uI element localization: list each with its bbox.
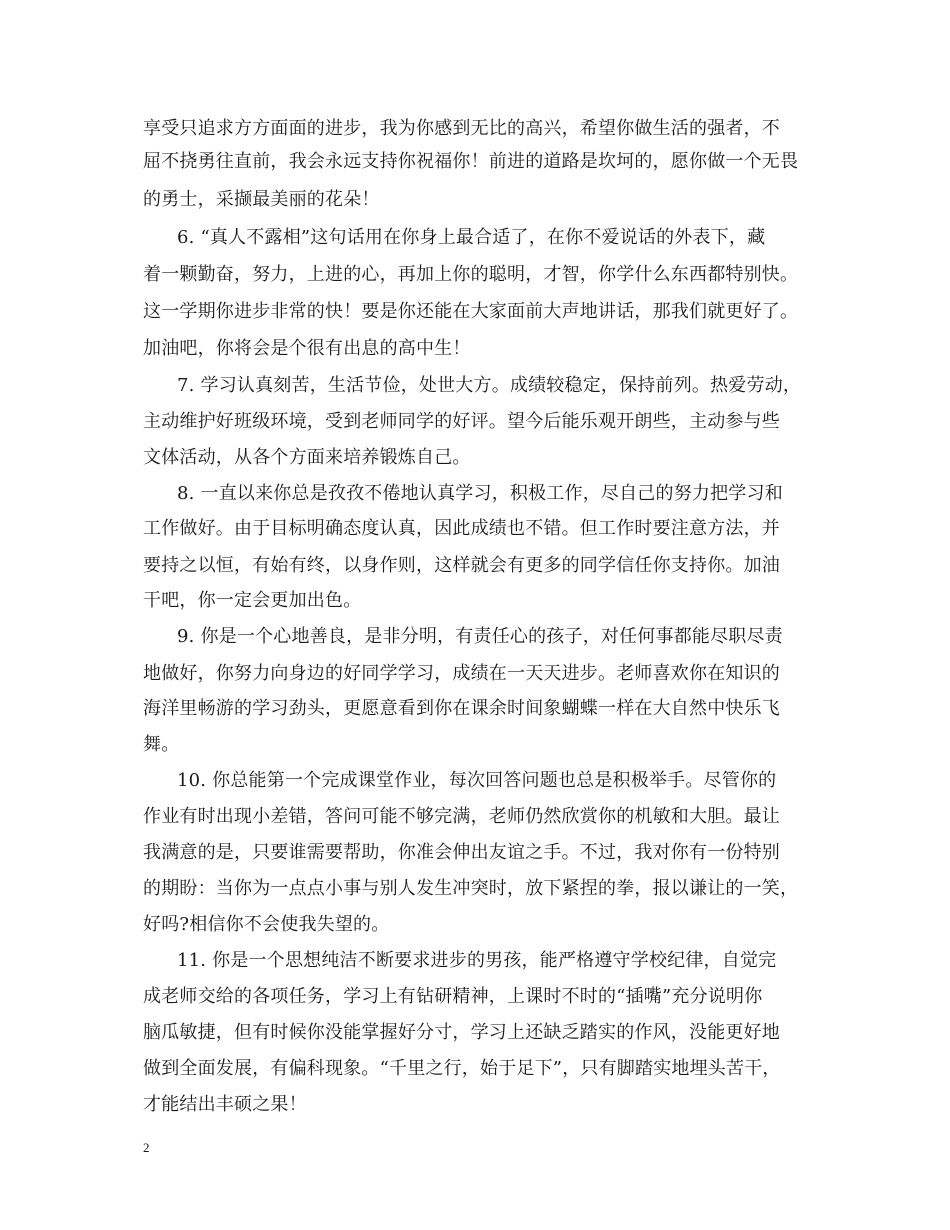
- paragraph-11-start: 11. 你是一个思想纯洁不断要求进步的男孩，能严格遵守学校纪律，自觉完: [177, 950, 777, 971]
- text-line: 舞。: [143, 734, 180, 755]
- text-line: 我满意的是，只要谁需要帮助，你准会伸出友谊之手。不过，我对你有一份特别: [143, 842, 780, 863]
- text-line: 文体活动，从各个方面来培养锻炼自己。: [143, 447, 471, 468]
- text-line: 才能结出丰硕之果！: [143, 1094, 307, 1115]
- page-number: 2: [143, 1140, 150, 1155]
- text-line: 工作做好。由于目标明确态度认真，因此成绩也不错。但工作时要注意方法，并: [143, 518, 780, 539]
- text-line: 加油吧，你将会是个很有出息的高中生！: [143, 338, 471, 359]
- paragraph-8-start: 8. 一直以来你总是孜孜不倦地认真学习，积极工作，尽自己的努力把学习和: [177, 483, 783, 504]
- paragraph-7-start: 7. 学习认真刻苦，生活节俭，处世大方。成绩较稳定，保持前列。热爱劳动，: [177, 375, 802, 396]
- text-line: 的期盼：当你为一点点小事与别人发生冲突时，放下紧捏的拳，报以谦让的一笑，: [143, 878, 799, 899]
- text-line: 的勇士，采撷最美丽的花朵！: [143, 189, 380, 210]
- text-line: 地做好，你努力向身边的好同学学习，成绩在一天天进步。老师喜欢你在知识的: [143, 663, 780, 684]
- text-line: 做到全面发展，有偏科现象。“千里之行，始于足下”，只有脚踏实地埋头苦干，: [143, 1058, 781, 1079]
- text-line: 干吧，你一定会更加出色。: [143, 590, 362, 611]
- paragraph-6-start: 6. “真人不露相”这句话用在你身上最合适了，在你不爱说话的外表下，藏: [177, 227, 766, 248]
- paragraph-10-start: 10. 你总能第一个完成课堂作业，每次回答问题也总是积极举手。尽管你的: [177, 770, 777, 791]
- text-line: 屈不挠勇往直前，我会永远支持你祝福你！前进的道路是坎坷的，愿你做一个无畏: [143, 151, 799, 172]
- text-line: 这一学期你进步非常的快！要是你还能在大家面前大声地讲话，那我们就更好了。: [143, 301, 799, 322]
- text-line: 要持之以恒，有始有终，以身作则，这样就会有更多的同学信任你支持你。加油: [143, 555, 780, 576]
- text-line: 成老师交给的各项任务，学习上有钻研精神，上课时不时的“插嘴”充分说明你: [143, 986, 763, 1007]
- text-line: 好吗?相信你不会使我失望的。: [143, 914, 390, 935]
- paragraph-9-start: 9. 你是一个心地善良，是非分明，有责任心的孩子，对任何事都能尽职尽责: [177, 626, 783, 647]
- text-line: 海洋里畅游的学习劲头，更愿意看到你在课余时间象蝴蝶一样在大自然中快乐飞: [143, 698, 780, 719]
- text-line: 脑瓜敏捷，但有时候你没能掌握好分寸，学习上还缺乏踏实的作风，没能更好地: [143, 1022, 780, 1043]
- text-line: 享受只追求方方面面的进步，我为你感到无比的高兴，希望你做生活的强者，不: [143, 118, 780, 139]
- text-line: 着一颗勤奋，努力，上进的心，再加上你的聪明，才智，你学什么东西都特别快。: [143, 264, 799, 285]
- text-line: 作业有时出现小差错，答问可能不够完满，老师仍然欣赏你的机敏和大胆。最让: [143, 806, 780, 827]
- text-line: 主动维护好班级环境，受到老师同学的好评。望今后能乐观开朗些，主动参与些: [143, 411, 780, 432]
